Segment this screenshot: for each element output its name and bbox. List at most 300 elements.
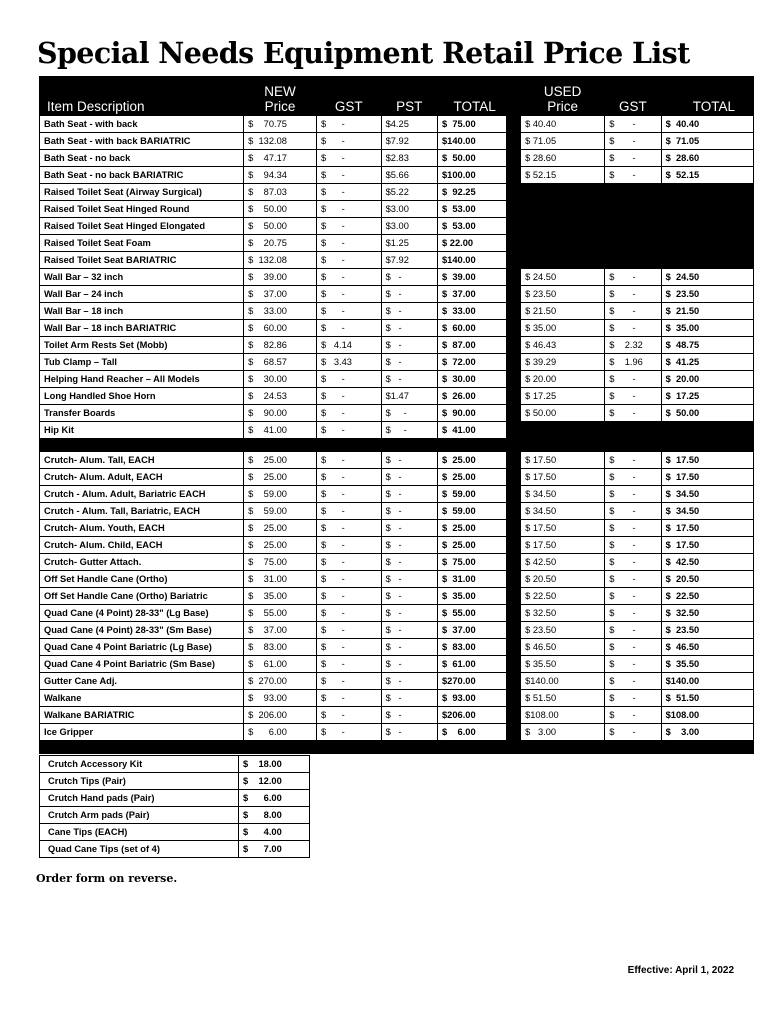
used-gst-cell: $ 1.96 xyxy=(605,354,661,371)
total-cell: $ 25.00 xyxy=(438,537,507,554)
used-total-cell: $ 32.50 xyxy=(661,605,753,622)
used-gst-cell: $ - xyxy=(605,452,661,469)
total-cell: $ 87.00 xyxy=(438,337,507,354)
used-total-cell: $ 40.40 xyxy=(661,116,753,133)
header-used-price xyxy=(521,77,605,116)
table-row xyxy=(40,724,754,741)
table-row xyxy=(40,133,754,150)
total-cell: $ 22.00 xyxy=(438,235,507,252)
total-cell: $ 6.00 xyxy=(438,724,507,741)
item-description-cell: Raised Toilet Seat Hinged Elongated xyxy=(40,218,244,235)
pst-cell: $ - xyxy=(381,503,437,520)
used-total-cell: $ 20.00 xyxy=(661,371,753,388)
item-description-cell: Off Set Handle Cane (Ortho) xyxy=(40,571,244,588)
gap-cell xyxy=(506,520,520,537)
new-price-cell: $ 25.00 xyxy=(244,537,317,554)
used-price-cell: $ 50.00 xyxy=(521,405,605,422)
item-description-cell: Crutch- Alum. Tall, EACH xyxy=(40,452,244,469)
used-gst-cell: $ - xyxy=(605,656,661,673)
used-total-cell: $ 17.50 xyxy=(661,537,753,554)
table-row xyxy=(40,371,754,388)
new-price-cell: $ 35.00 xyxy=(244,588,317,605)
total-cell: $ 41.00 xyxy=(438,422,507,439)
used-price-cell: $ 35.00 xyxy=(521,320,605,337)
item-description-cell: Crutch - Alum. Adult, Bariatric EACH xyxy=(40,486,244,503)
pst-cell: $1.25 xyxy=(381,235,437,252)
new-price-cell: $ 132.08 xyxy=(244,252,317,269)
gap-cell xyxy=(506,639,520,656)
pst-cell: $3.00 xyxy=(381,218,437,235)
used-total-cell: $ 41.25 xyxy=(661,354,753,371)
pst-cell: $5.66 xyxy=(381,167,437,184)
used-total-cell: $ 23.50 xyxy=(661,286,753,303)
used-price-cell xyxy=(521,201,605,218)
pst-cell: $ - xyxy=(381,656,437,673)
new-price-cell: $ 87.03 xyxy=(244,184,317,201)
used-gst-cell: $ - xyxy=(605,554,661,571)
gap-cell xyxy=(506,388,520,405)
pst-cell: $ - xyxy=(381,469,437,486)
gap-cell xyxy=(506,673,520,690)
section-crutches-canes xyxy=(40,452,754,741)
item-description-cell: Raised Toilet Seat BARIATRIC xyxy=(40,252,244,269)
used-gst-cell: $ - xyxy=(605,503,661,520)
total-cell: $270.00 xyxy=(438,673,507,690)
used-gst-cell: $ - xyxy=(605,405,661,422)
item-description-cell: Raised Toilet Seat Hinged Round xyxy=(40,201,244,218)
total-cell: $ 25.00 xyxy=(438,520,507,537)
used-price-cell: $ 17.50 xyxy=(521,452,605,469)
total-cell: $ 50.00 xyxy=(438,150,507,167)
gst-cell: $ - xyxy=(316,520,381,537)
used-total-cell: $ 51.50 xyxy=(661,690,753,707)
used-price-cell: $ 17.50 xyxy=(521,520,605,537)
gst-cell: $ - xyxy=(316,422,381,439)
used-price-cell: $ 71.05 xyxy=(521,133,605,150)
new-price-cell: $ 25.00 xyxy=(244,520,317,537)
item-description-cell: Bath Seat - no back xyxy=(40,150,244,167)
total-cell: $ 83.00 xyxy=(438,639,507,656)
section-separator xyxy=(40,741,754,754)
used-total-cell: $ 46.50 xyxy=(661,639,753,656)
used-gst-cell: $ - xyxy=(605,303,661,320)
used-total-cell: $ 24.50 xyxy=(661,269,753,286)
gst-cell: $ - xyxy=(316,656,381,673)
item-description-cell: Transfer Boards xyxy=(40,405,244,422)
new-price-cell: $ 25.00 xyxy=(244,452,317,469)
accessory-description-cell: Quad Cane Tips (set of 4) xyxy=(40,841,239,858)
new-price-cell: $ 70.75 xyxy=(244,116,317,133)
gap-cell xyxy=(506,303,520,320)
pst-cell: $7.92 xyxy=(381,252,437,269)
total-cell: $206.00 xyxy=(438,707,507,724)
item-description-cell: Quad Cane 4 Point Bariatric (Lg Base) xyxy=(40,639,244,656)
used-total-cell: $ 21.50 xyxy=(661,303,753,320)
pst-cell: $ - xyxy=(381,673,437,690)
new-price-cell: $ 37.00 xyxy=(244,286,317,303)
new-price-cell: $ 206.00 xyxy=(244,707,317,724)
pst-cell: $2.83 xyxy=(381,150,437,167)
new-price-cell: $ 270.00 xyxy=(244,673,317,690)
total-cell: $ 39.00 xyxy=(438,269,507,286)
accessory-description-cell: Cane Tips (EACH) xyxy=(40,824,239,841)
gst-cell: $ - xyxy=(316,303,381,320)
table-row xyxy=(40,639,754,656)
used-total-cell xyxy=(661,201,753,218)
total-cell: $ 25.00 xyxy=(438,469,507,486)
pst-cell: $ - xyxy=(381,622,437,639)
item-description-cell: Off Set Handle Cane (Ortho) Bariatric xyxy=(40,588,244,605)
header-used-price-label: Price xyxy=(547,99,579,114)
gst-cell: $ - xyxy=(316,622,381,639)
table-row xyxy=(40,269,754,286)
gap-cell xyxy=(506,337,520,354)
gst-cell: $ - xyxy=(316,707,381,724)
new-price-cell: $ 60.00 xyxy=(244,320,317,337)
header-new-price xyxy=(244,77,317,116)
gap-cell xyxy=(506,622,520,639)
header-gst: GST xyxy=(316,77,381,116)
pst-cell: $4.25 xyxy=(381,116,437,133)
table-row xyxy=(40,656,754,673)
new-price-cell: $ 68.57 xyxy=(244,354,317,371)
used-total-cell: $108.00 xyxy=(661,707,753,724)
item-description-cell: Bath Seat - with back BARIATRIC xyxy=(40,133,244,150)
gap-cell xyxy=(506,690,520,707)
used-total-cell: $ 23.50 xyxy=(661,622,753,639)
accessory-description-cell: Crutch Accessory Kit xyxy=(40,756,239,773)
accessory-row xyxy=(40,790,310,807)
used-gst-cell: $ - xyxy=(605,286,661,303)
table-row xyxy=(40,167,754,184)
table-row xyxy=(40,320,754,337)
used-total-cell xyxy=(661,252,753,269)
gst-cell: $ 3.43 xyxy=(316,354,381,371)
table-row xyxy=(40,690,754,707)
accessory-row xyxy=(40,773,310,790)
accessory-description-cell: Crutch Arm pads (Pair) xyxy=(40,807,239,824)
item-description-cell: Walkane BARIATRIC xyxy=(40,707,244,724)
table-row xyxy=(40,184,754,201)
used-price-cell xyxy=(521,422,605,439)
used-gst-cell: $ 2.32 xyxy=(605,337,661,354)
used-gst-cell: $ - xyxy=(605,371,661,388)
gst-cell: $ - xyxy=(316,469,381,486)
gap-cell xyxy=(506,235,520,252)
item-description-cell: Quad Cane (4 Point) 28-33" (Lg Base) xyxy=(40,605,244,622)
pst-cell: $5.22 xyxy=(381,184,437,201)
new-price-cell: $ 37.00 xyxy=(244,622,317,639)
new-price-cell: $ 83.00 xyxy=(244,639,317,656)
total-cell: $ 35.00 xyxy=(438,588,507,605)
table-row xyxy=(40,554,754,571)
used-gst-cell xyxy=(605,218,661,235)
accessories-table xyxy=(39,755,310,858)
gst-cell: $ - xyxy=(316,554,381,571)
used-price-cell: $108.00 xyxy=(521,707,605,724)
item-description-cell: Bath Seat - no back BARIATRIC xyxy=(40,167,244,184)
used-price-cell: $ 52.15 xyxy=(521,167,605,184)
header-used-label: USED xyxy=(543,84,582,99)
accessory-price-cell: $ 4.00 xyxy=(239,824,310,841)
total-cell: $ 53.00 xyxy=(438,218,507,235)
used-gst-cell: $ - xyxy=(605,571,661,588)
used-total-cell: $ 35.50 xyxy=(661,656,753,673)
used-total-cell xyxy=(661,184,753,201)
gap-cell xyxy=(506,116,520,133)
gst-cell: $ - xyxy=(316,269,381,286)
used-gst-cell: $ - xyxy=(605,320,661,337)
item-description-cell: Crutch- Alum. Adult, EACH xyxy=(40,469,244,486)
table-row xyxy=(40,673,754,690)
total-cell: $ 31.00 xyxy=(438,571,507,588)
total-cell: $ 90.00 xyxy=(438,405,507,422)
gap-cell xyxy=(506,167,520,184)
used-total-cell: $ 17.50 xyxy=(661,469,753,486)
pst-cell: $ - xyxy=(381,405,437,422)
accessory-price-cell: $ 12.00 xyxy=(239,773,310,790)
total-cell: $ 53.00 xyxy=(438,201,507,218)
used-gst-cell: $ - xyxy=(605,622,661,639)
gst-cell: $ - xyxy=(316,320,381,337)
gst-cell: $ - xyxy=(316,588,381,605)
order-form-note: Order form on reverse. xyxy=(36,872,178,885)
used-price-cell: $ 40.40 xyxy=(521,116,605,133)
table-row xyxy=(40,469,754,486)
item-description-cell: Crutch- Alum. Youth, EACH xyxy=(40,520,244,537)
used-price-cell xyxy=(521,252,605,269)
pst-cell: $ - xyxy=(381,571,437,588)
item-description-cell: Wall Bar – 24 inch xyxy=(40,286,244,303)
pst-cell: $ - xyxy=(381,452,437,469)
pst-cell: $ - xyxy=(381,520,437,537)
new-price-cell: $ 82.86 xyxy=(244,337,317,354)
used-gst-cell: $ - xyxy=(605,388,661,405)
gst-cell: $ 4.14 xyxy=(316,337,381,354)
item-description-cell: Helping Hand Reacher – All Models xyxy=(40,371,244,388)
pst-cell: $ - xyxy=(381,588,437,605)
used-price-cell: $ 21.50 xyxy=(521,303,605,320)
gap-cell xyxy=(506,452,520,469)
total-cell: $140.00 xyxy=(438,252,507,269)
new-price-cell: $ 31.00 xyxy=(244,571,317,588)
gst-cell: $ - xyxy=(316,388,381,405)
used-price-cell: $ 42.50 xyxy=(521,554,605,571)
item-description-cell: Toilet Arm Rests Set (Mobb) xyxy=(40,337,244,354)
used-gst-cell xyxy=(605,422,661,439)
gst-cell: $ - xyxy=(316,116,381,133)
table-row xyxy=(40,571,754,588)
item-description-cell: Crutch- Gutter Attach. xyxy=(40,554,244,571)
table-row xyxy=(40,252,754,269)
used-total-cell: $ 34.50 xyxy=(661,486,753,503)
new-price-cell: $ 75.00 xyxy=(244,554,317,571)
gst-cell: $ - xyxy=(316,150,381,167)
gap-cell xyxy=(506,150,520,167)
new-price-cell: $ 30.00 xyxy=(244,371,317,388)
item-description-cell: Long Handled Shoe Horn xyxy=(40,388,244,405)
accessory-price-cell: $ 8.00 xyxy=(239,807,310,824)
pst-cell: $ - xyxy=(381,724,437,741)
price-table xyxy=(39,76,754,754)
section-bath-toilet xyxy=(40,116,754,439)
gst-cell: $ - xyxy=(316,639,381,656)
table-row xyxy=(40,303,754,320)
used-total-cell: $ 52.15 xyxy=(661,167,753,184)
used-gst-cell xyxy=(605,252,661,269)
new-price-cell: $ 55.00 xyxy=(244,605,317,622)
pst-cell: $7.92 xyxy=(381,133,437,150)
gst-cell: $ - xyxy=(316,605,381,622)
new-price-cell: $ 24.53 xyxy=(244,388,317,405)
gap-cell xyxy=(506,354,520,371)
accessory-row xyxy=(40,824,310,841)
used-gst-cell: $ - xyxy=(605,588,661,605)
gst-cell: $ - xyxy=(316,537,381,554)
used-price-cell: $ 46.43 xyxy=(521,337,605,354)
new-price-cell: $ 20.75 xyxy=(244,235,317,252)
new-price-cell: $ 6.00 xyxy=(244,724,317,741)
used-total-cell: $ 17.50 xyxy=(661,452,753,469)
new-price-cell: $ 94.34 xyxy=(244,167,317,184)
pst-cell: $ - xyxy=(381,486,437,503)
used-total-cell: $ 42.50 xyxy=(661,554,753,571)
used-gst-cell: $ - xyxy=(605,150,661,167)
table-row xyxy=(40,520,754,537)
used-gst-cell: $ - xyxy=(605,707,661,724)
gst-cell: $ - xyxy=(316,405,381,422)
accessory-description-cell: Crutch Tips (Pair) xyxy=(40,773,239,790)
gst-cell: $ - xyxy=(316,571,381,588)
used-total-cell: $ 3.00 xyxy=(661,724,753,741)
pst-cell: $ - xyxy=(381,707,437,724)
pst-cell: $ - xyxy=(381,554,437,571)
pst-cell: $ - xyxy=(381,605,437,622)
used-total-cell xyxy=(661,218,753,235)
new-price-cell: $ 41.00 xyxy=(244,422,317,439)
item-description-cell: Raised Toilet Seat (Airway Surgical) xyxy=(40,184,244,201)
used-price-cell: $ 39.29 xyxy=(521,354,605,371)
total-cell: $ 92.25 xyxy=(438,184,507,201)
used-gst-cell: $ - xyxy=(605,486,661,503)
gap-cell xyxy=(506,286,520,303)
used-price-cell xyxy=(521,184,605,201)
table-row xyxy=(40,422,754,439)
gst-cell: $ - xyxy=(316,235,381,252)
gst-cell: $ - xyxy=(316,201,381,218)
total-cell: $ 37.00 xyxy=(438,286,507,303)
gap-cell xyxy=(506,405,520,422)
pst-cell: $ - xyxy=(381,303,437,320)
total-cell: $140.00 xyxy=(438,133,507,150)
gst-cell: $ - xyxy=(316,184,381,201)
gap-cell xyxy=(506,554,520,571)
gap-cell xyxy=(506,707,520,724)
used-price-cell: $ 22.50 xyxy=(521,588,605,605)
table-row xyxy=(40,286,754,303)
item-description-cell: Crutch - Alum. Tall, Bariatric, EACH xyxy=(40,503,244,520)
gst-cell: $ - xyxy=(316,724,381,741)
table-row xyxy=(40,405,754,422)
header-pst: PST xyxy=(381,77,437,116)
gap-cell xyxy=(506,218,520,235)
used-price-cell: $ 23.50 xyxy=(521,286,605,303)
used-gst-cell xyxy=(605,201,661,218)
new-price-cell: $ 90.00 xyxy=(244,405,317,422)
pst-cell: $ - xyxy=(381,269,437,286)
item-description-cell: Crutch- Alum. Child, EACH xyxy=(40,537,244,554)
pst-cell: $ - xyxy=(381,639,437,656)
used-total-cell: $ 34.50 xyxy=(661,503,753,520)
header-used-gst: GST xyxy=(605,77,661,116)
pst-cell: $ - xyxy=(381,537,437,554)
total-cell: $ 61.00 xyxy=(438,656,507,673)
new-price-cell: $ 47.17 xyxy=(244,150,317,167)
section-separator xyxy=(40,439,754,452)
pst-cell: $ - xyxy=(381,422,437,439)
used-price-cell: $ 24.50 xyxy=(521,269,605,286)
item-description-cell: Raised Toilet Seat Foam xyxy=(40,235,244,252)
used-total-cell: $ 28.60 xyxy=(661,150,753,167)
used-total-cell: $ 50.00 xyxy=(661,405,753,422)
used-gst-cell: $ - xyxy=(605,639,661,656)
used-gst-cell xyxy=(605,235,661,252)
used-gst-cell: $ - xyxy=(605,116,661,133)
gap-cell xyxy=(506,422,520,439)
pst-cell: $1.47 xyxy=(381,388,437,405)
gap-cell xyxy=(506,656,520,673)
accessory-row xyxy=(40,841,310,858)
new-price-cell: $ 33.00 xyxy=(244,303,317,320)
used-price-cell xyxy=(521,218,605,235)
used-gst-cell: $ - xyxy=(605,133,661,150)
item-description-cell: Wall Bar – 18 inch BARIATRIC xyxy=(40,320,244,337)
used-total-cell xyxy=(661,235,753,252)
table-row xyxy=(40,150,754,167)
used-gst-cell: $ - xyxy=(605,673,661,690)
used-gst-cell xyxy=(605,184,661,201)
pst-cell: $ - xyxy=(381,320,437,337)
used-total-cell: $ 17.25 xyxy=(661,388,753,405)
item-description-cell: Hip Kit xyxy=(40,422,244,439)
page-title: Special Needs Equipment Retail Price List xyxy=(37,36,690,70)
table-row xyxy=(40,235,754,252)
table-row xyxy=(40,622,754,639)
used-price-cell: $ 51.50 xyxy=(521,690,605,707)
table-row xyxy=(40,588,754,605)
total-cell: $ 59.00 xyxy=(438,486,507,503)
table-row xyxy=(40,218,754,235)
new-price-cell: $ 132.08 xyxy=(244,133,317,150)
table-row xyxy=(40,116,754,133)
used-gst-cell: $ - xyxy=(605,520,661,537)
pst-cell: $ - xyxy=(381,337,437,354)
new-price-cell: $ 93.00 xyxy=(244,690,317,707)
gst-cell: $ - xyxy=(316,673,381,690)
total-cell: $100.00 xyxy=(438,167,507,184)
used-price-cell: $ 20.00 xyxy=(521,371,605,388)
used-total-cell: $ 35.00 xyxy=(661,320,753,337)
table-row xyxy=(40,537,754,554)
header-used-total: TOTAL xyxy=(661,77,753,116)
item-description-cell: Quad Cane 4 Point Bariatric (Sm Base) xyxy=(40,656,244,673)
new-price-cell: $ 61.00 xyxy=(244,656,317,673)
total-cell: $ 93.00 xyxy=(438,690,507,707)
total-cell: $ 33.00 xyxy=(438,303,507,320)
gap-cell xyxy=(506,469,520,486)
gap-cell xyxy=(506,269,520,286)
new-price-cell: $ 25.00 xyxy=(244,469,317,486)
